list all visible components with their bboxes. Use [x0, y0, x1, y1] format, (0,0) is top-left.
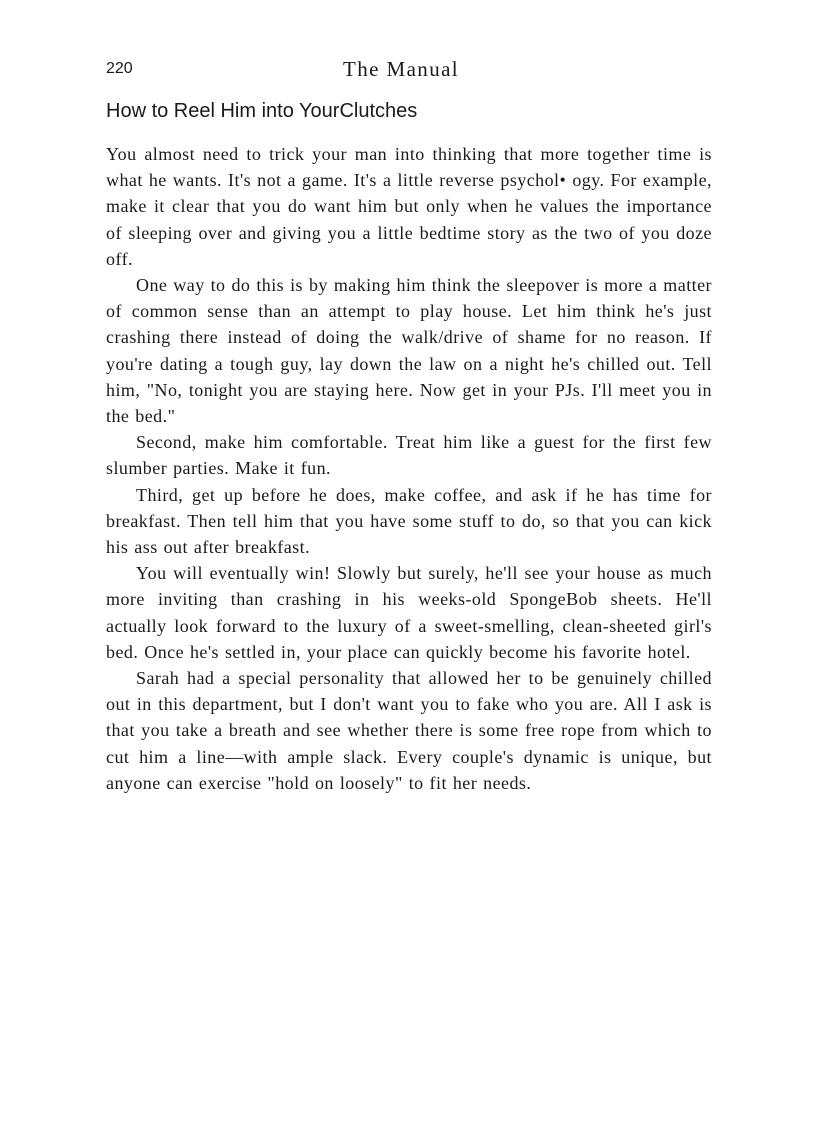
- paragraph: Sarah had a special personality that allowed her to be genuinely chilled out in this department, but I don't want you to fake who you are. All I ask is that you take a breath and see whether there is some free rope from which to cut him a line—with ample slack. Every couple's dynamic is unique, but anyone can exercise "hold on loosely" to fit her needs.: [106, 668, 712, 793]
- page-number: 220: [106, 60, 133, 77]
- paragraph: Third, get up before he does, make coffee, and ask if he has time for breakfast. Then tell him that you have some stuff to do, so that you can kick his ass out after breakfast.: [106, 484, 712, 558]
- paragraph: Second, make him comfortable. Treat him like a guest for the first few slumber parties. Make it fun.: [106, 432, 712, 479]
- paragraph: You almost need to trick your man into thinking that more together time is what he wants. It's not a game. It's a little reverse psychol• ogy. For example, make it clear that you do want him but only when he values the importance of sleeping over and giving you a little bedtime story as the two of you doze off.: [106, 144, 712, 269]
- paragraph: One way to do this is by making him think the sleepover is more a matter of common sense than an attempt to play house. Let him think he's just crashing there instead of doing the walk/drive of shame for no reason. If you're dating a tough guy, lay down the law on a night he's chilled out. Tell him, "No, tonight you are staying here. Now get in your PJs. I'll meet you in the bed.": [106, 275, 712, 427]
- body-text: [106, 141, 712, 796]
- section-heading: How to Reel Him into YourClutches: [106, 100, 418, 122]
- paragraph: You will eventually win! Slowly but surely, he'll see your house as much more inviting than crashing in his weeks-old SpongeBob sheets. He'll actually look forward to the luxury of a sweet-smelling, clean-sheeted girl's bed. Once he's settled in, your place can quickly become his favorite hotel.: [106, 563, 712, 662]
- book-title: The Manual: [343, 57, 460, 81]
- running-head: [106, 57, 712, 83]
